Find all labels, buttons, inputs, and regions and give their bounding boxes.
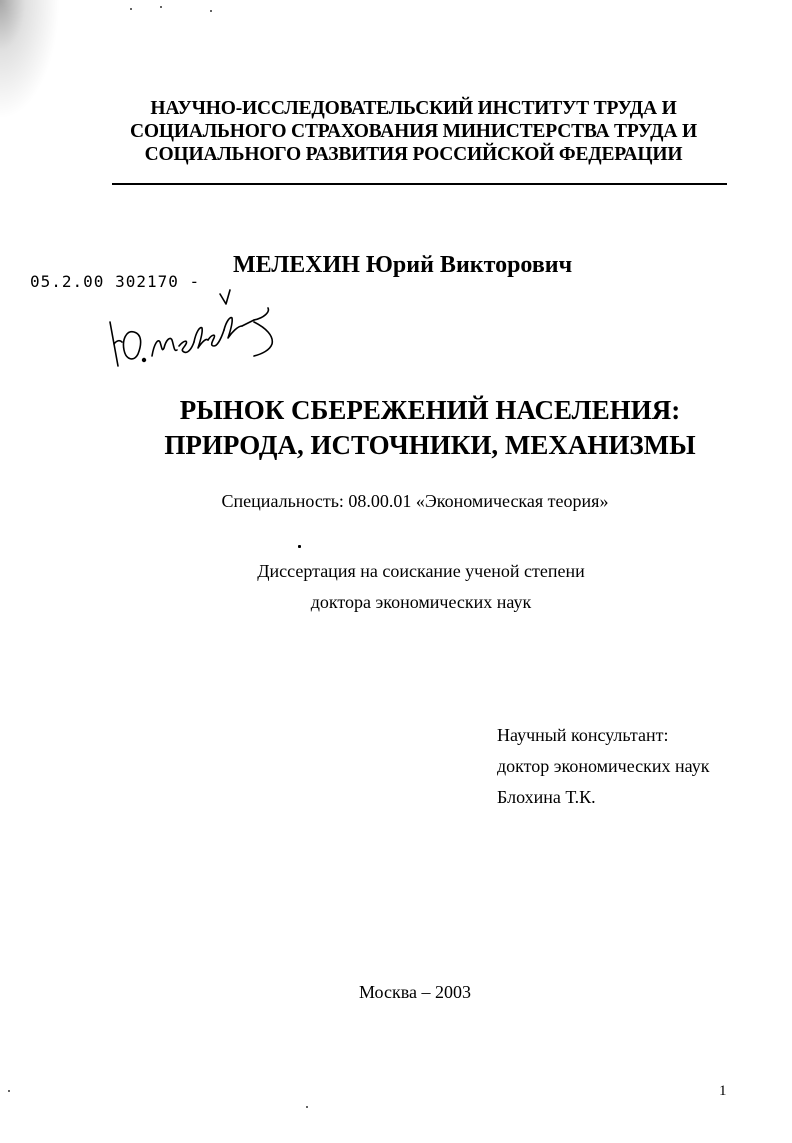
dissertation-title: [150, 393, 710, 463]
consultant-label: Научный консультант:: [497, 725, 669, 745]
page-number: 1: [719, 1083, 727, 1099]
scan-shadow: [0, 0, 60, 120]
city-and-year: Москва – 2003: [359, 982, 471, 1002]
degree-statement: [100, 556, 742, 618]
title-line: ПРИРОДА, ИСТОЧНИКИ, МЕХАНИЗМЫ: [164, 430, 696, 460]
author-name: МЕЛЕХИН Юрий Викторович: [233, 252, 573, 278]
consultant-degree: доктор экономических наук: [497, 756, 710, 776]
institute-heading: [100, 97, 727, 166]
scan-speck: [160, 6, 162, 8]
scan-speck: [306, 1106, 308, 1108]
institute-line: СОЦИАЛЬНОГО СТРАХОВАНИЯ МИНИСТЕРСТВА ТРУДА И: [130, 121, 697, 142]
institute-line: НАУЧНО-ИССЛЕДОВАТЕЛЬСКИЙ ИНСТИТУТ ТРУДА И: [150, 98, 677, 119]
scientific-consultant: [497, 720, 709, 813]
institute-line: СОЦИАЛЬНОГО РАЗВИТИЯ РОССИЙСКОЙ ФЕДЕРАЦИИ: [144, 144, 683, 165]
degree-line: Диссертация на соискание ученой степени: [257, 561, 585, 581]
scan-speck: [130, 8, 132, 10]
heading-divider: [112, 183, 727, 185]
scan-speck: [8, 1090, 10, 1092]
handwritten-signature-icon: [104, 282, 294, 374]
library-stamp-code: 05.2.00 302170 -: [30, 272, 201, 291]
degree-line: доктора экономических наук: [310, 592, 532, 612]
title-line: РЫНОК СБЕРЕЖЕНИЙ НАСЕЛЕНИЯ:: [179, 395, 681, 425]
stray-mark: [298, 545, 301, 548]
scan-speck: [210, 10, 212, 12]
consultant-name: Блохина Т.К.: [497, 787, 596, 807]
specialty-line: Специальность: 08.00.01 «Экономическая теория»: [221, 491, 609, 511]
